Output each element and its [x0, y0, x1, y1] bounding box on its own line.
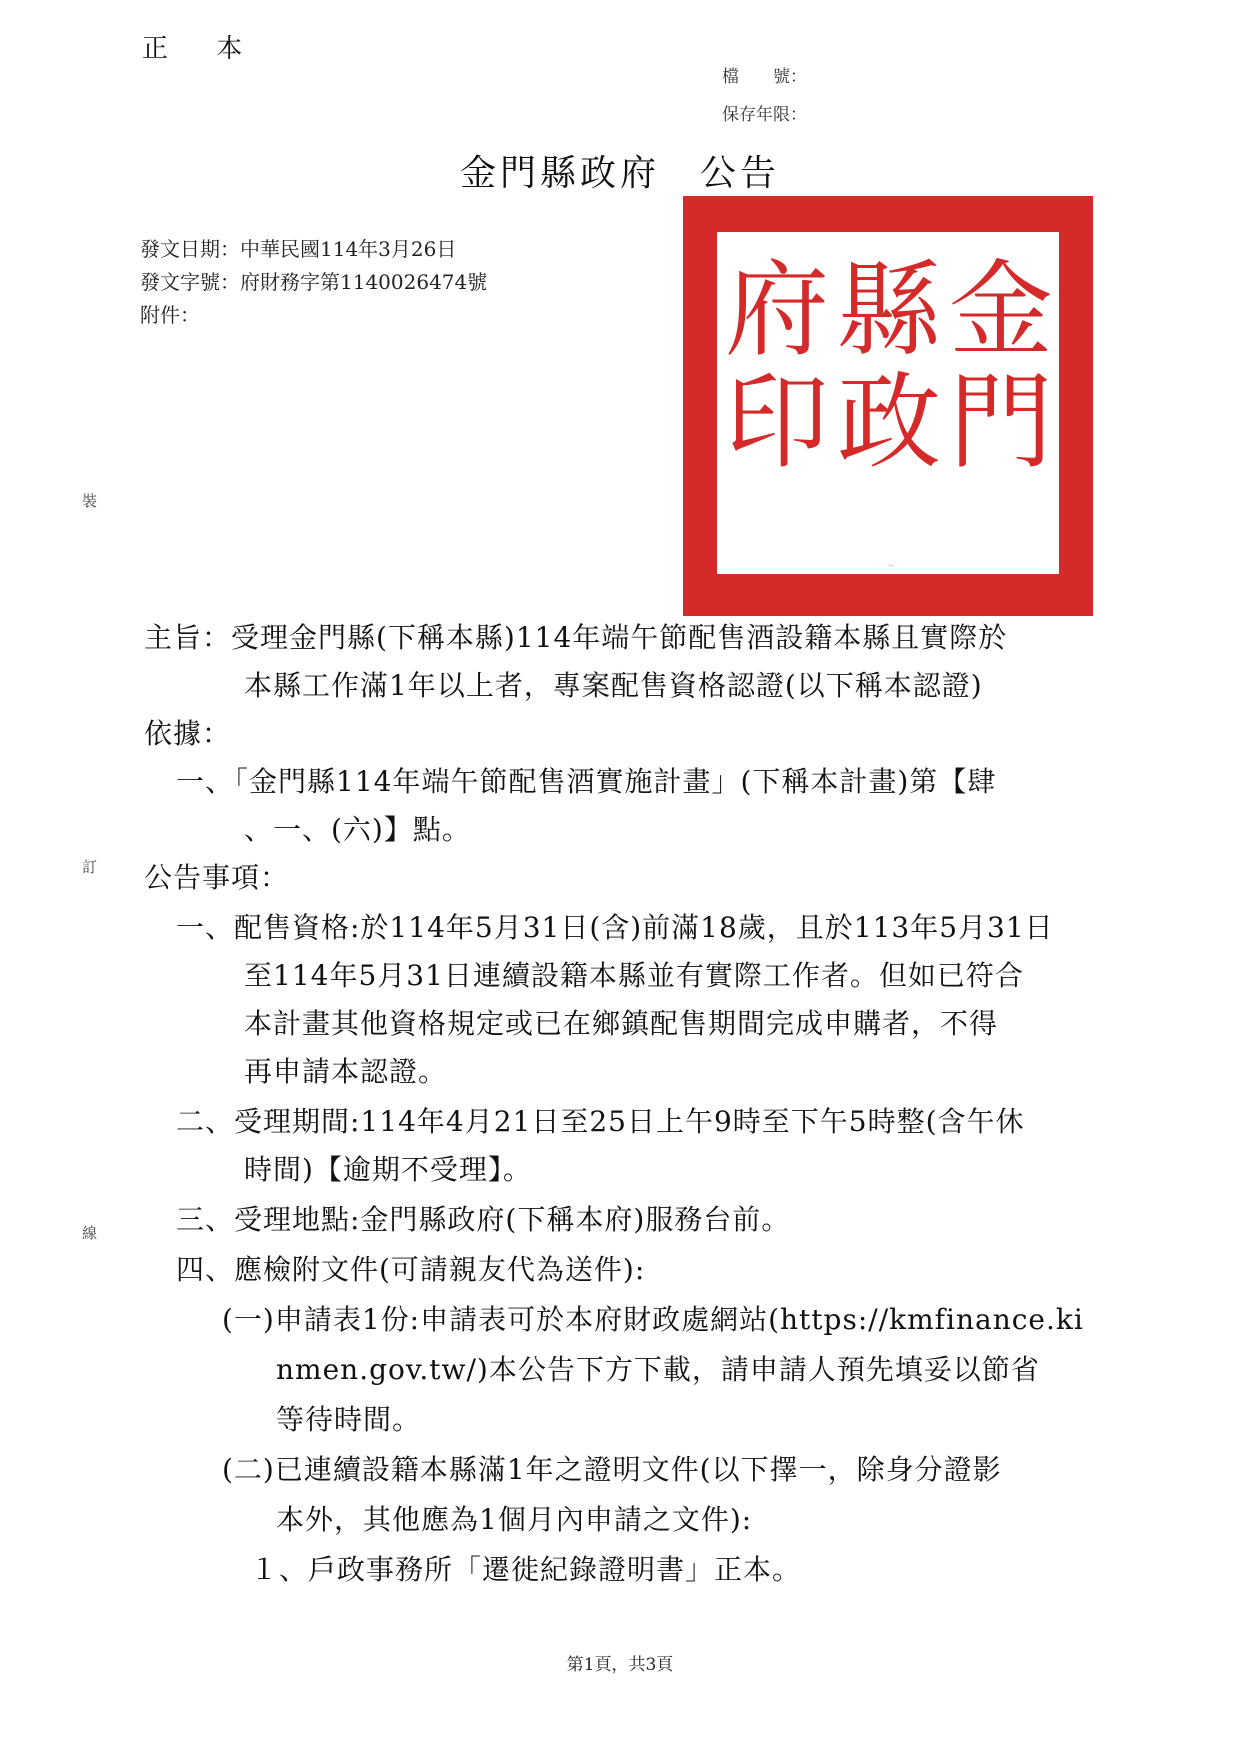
seal-char-5: 府 [724, 249, 830, 371]
page-number: 第1頁，共3頁 [566, 1655, 674, 1675]
notice-item-1-line-2: 至114年5月31日連續設籍本縣並有實際工作者。但如已符合 [244, 959, 1024, 992]
subject-line-2: 本縣工作滿1年以上者，專案配售資格認證(以下稱本認證) [244, 669, 983, 702]
binding-mark-ding: 訂 [82, 858, 98, 876]
seal-char-6: 印 [724, 361, 830, 483]
copy-mark: 正 本 [142, 34, 263, 64]
retention-label: 保存年限： [722, 105, 807, 125]
file-number-label: 檔 號： [722, 67, 807, 87]
sub-item-1-line-1: (一)申請表1份:申請表可於本府財政處網站(https://kmfinance.ki [222, 1303, 1084, 1336]
seal-char-2: 門 [948, 361, 1054, 483]
seal-char-4: 政 [836, 361, 942, 483]
notice-item-2-line-1: 二、受理期間:114年4月21日至25日上午9時至下午5時整(含午休 [176, 1105, 1025, 1138]
sub-item-2-point-1: １、戶政事務所「遷徙紀錄證明書」正本。 [250, 1553, 802, 1586]
subject-line-1: 主旨：受理金門縣(下稱本縣)114年端午節配售酒設籍本縣且實際於 [144, 621, 1008, 654]
document-title: 金門縣政府 公告 [459, 153, 780, 194]
binding-mark-xian: 線 [82, 1224, 98, 1242]
official-seal [683, 196, 1093, 616]
notice-item-4: 四、應檢附文件(可請親友代為送件): [176, 1253, 646, 1286]
binding-mark-zhuang: 裝 [82, 492, 98, 510]
basis-item-1-line-2: 、一、(六)】點。 [244, 813, 471, 846]
notice-item-1-line-1: 一、配售資格:於114年5月31日(含)前滿18歲，且於113年5月31日 [176, 911, 1054, 944]
seal-char-3: 縣 [836, 249, 942, 371]
sub-item-2-line-1: (二)已連續設籍本縣滿1年之證明文件(以下擇一，除身分證影 [222, 1453, 1002, 1486]
seal-text: 金門縣政府印 [888, 566, 894, 567]
sub-item-2-line-2: 本外，其他應為1個月內申請之文件): [276, 1503, 753, 1536]
notice-heading: 公告事項： [144, 861, 290, 894]
basis-item-1-line-1: 一、「金門縣114年端午節配售酒實施計畫」(下稱本計畫)第【肆 [176, 765, 997, 798]
sub-item-1-line-2: nmen.gov.tw/)本公告下方下載，請申請人預先填妥以節省 [276, 1353, 1040, 1386]
issue-date: 發文日期：中華民國114年3月26日 [140, 237, 457, 261]
basis-heading: 依據： [144, 717, 232, 750]
notice-item-1-line-4: 再申請本認證。 [244, 1055, 448, 1088]
attachment-label: 附件： [140, 303, 200, 327]
notice-item-3: 三、受理地點:金門縣政府(下稱本府)服務台前。 [176, 1203, 791, 1236]
document-number: 發文字號：府財務字第1140026474號 [140, 270, 488, 294]
notice-item-1-line-3: 本計畫其他資格規定或已在鄉鎮配售期間完成申購者，不得 [244, 1007, 999, 1040]
notice-item-2-line-2: 時間)【逾期不受理】。 [244, 1153, 532, 1186]
sub-item-1-line-3: 等待時間。 [276, 1403, 422, 1436]
seal-char-1: 金 [948, 249, 1054, 371]
